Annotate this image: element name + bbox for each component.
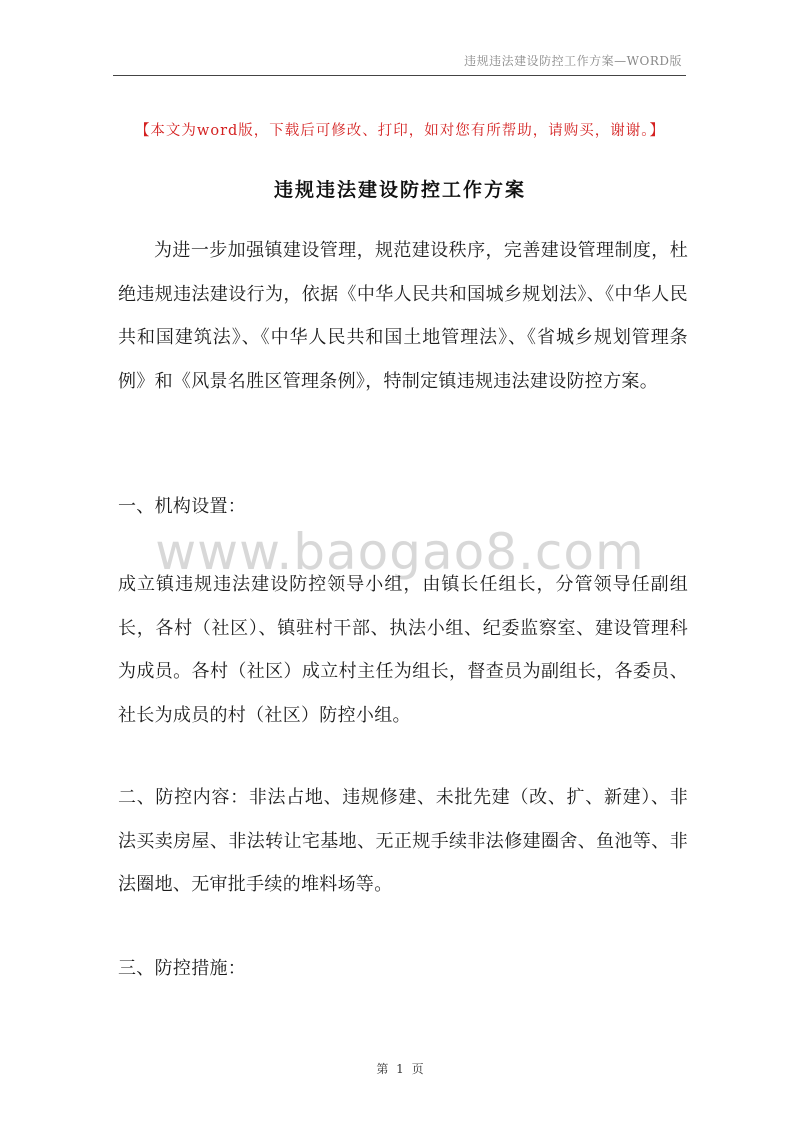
- page-number: 第 1 页: [376, 1062, 424, 1076]
- document-title: 违规违法建设防控工作方案: [273, 179, 526, 201]
- section-heading-organization: 一、机构设置：: [118, 496, 247, 517]
- section-prevention-content: 二、防控内容：非法占地、违规修建、未批先建（改、扩、新建）、非法买卖房屋、非法转让宅基地、无正规手续非法修建圈舍、鱼池等、非法圈地、无审批手续的堆料场等。: [118, 787, 688, 895]
- page-header-title: 违规违法建设防控工作方案—WORD版: [464, 54, 682, 68]
- purchase-notice: 【本文为word版，下载后可修改、打印，如对您有所帮助，请购买，谢谢。】: [134, 123, 666, 139]
- section-body-organization: 成立镇违规违法建设防控领导小组，由镇长任组长，分管领导任副组长，各村（社区）、镇驻村干部、执法小组、纪委监察室、建设管理科为成员。各村（社区）成立村主任为组长，督查员为副组长，各委员、社长为成员的村（社区）防控小组。: [118, 574, 688, 726]
- intro-paragraph: 为进一步加强镇建设管理，规范建设秩序，完善建设管理制度，杜绝违规违法建设行为，依据《中华人民共和国城乡规划法》、《中华人民共和国建筑法》、《中华人民共和国土地管理法》、《省城乡规划管理条例》和《风景名胜区管理条例》，特制定镇违规违法建设防控方案。: [118, 240, 688, 392]
- section-heading-measures: 三、防控措施：: [118, 958, 247, 979]
- header-divider: [113, 75, 686, 76]
- watermark: www.baogao8.com: [155, 523, 645, 581]
